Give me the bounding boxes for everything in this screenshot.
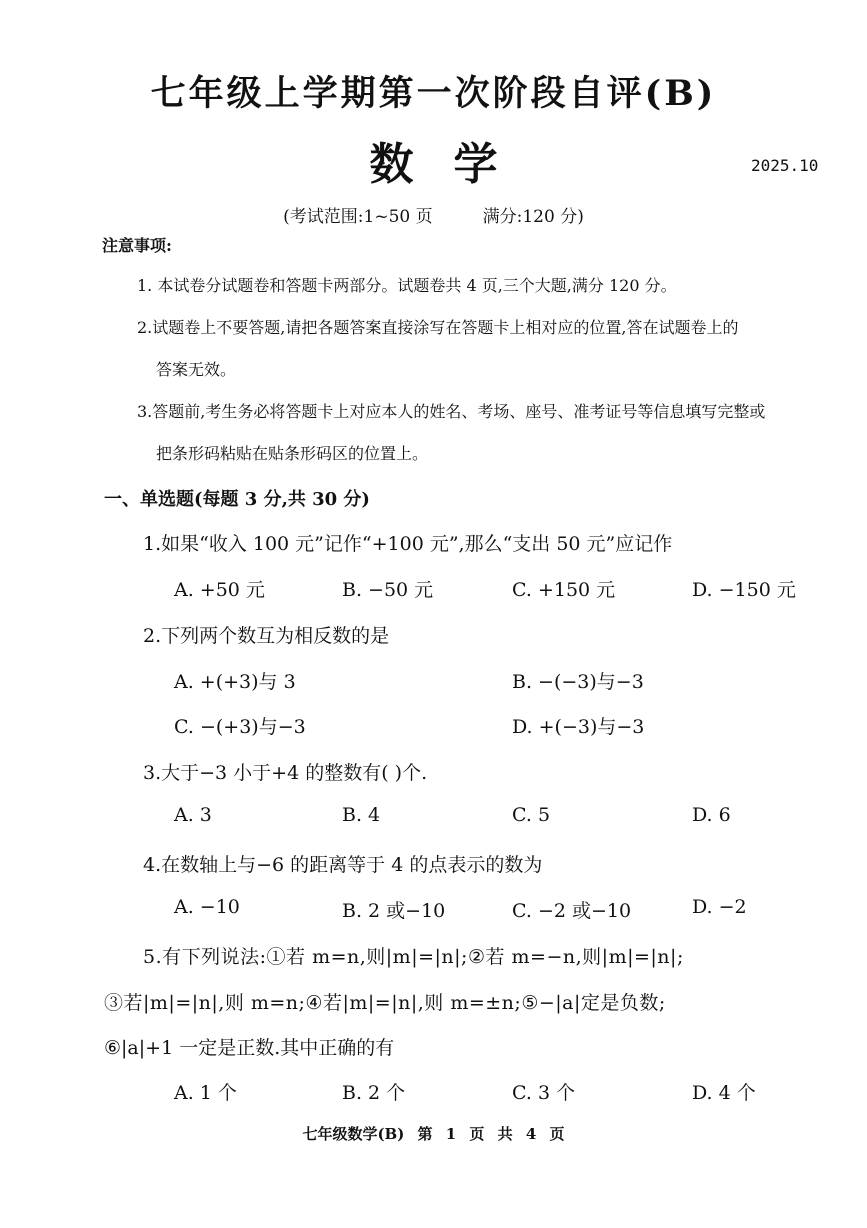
notice-item-2-cont: 答案无效。 [156,360,237,379]
notice-heading: 注意事项: [102,236,172,255]
q5-option-d: D. 4 个 [692,1082,756,1104]
q1-option-c: C. +150 元 [512,579,616,601]
question-2-stem: 2.下列两个数互为相反数的是 [143,625,390,647]
exam-scope [0,202,867,227]
q1-option-b: B. −50 元 [342,579,434,601]
question-5-stem-line-3: ⑥|a|+1 一定是正数.其中正确的有 [104,1037,395,1059]
question-5-stem-line-2: ③若|m|=|n|,则 m=n;④若|m|=|n|,则 m=±n;⑤−|a|定是负数; [104,992,666,1014]
scope-range: (考试范围:1~50 页 [283,207,433,227]
q3-option-c: C. 5 [512,804,551,826]
q1-option-d: D. −150 元 [692,579,796,601]
q3-option-b: B. 4 [342,804,381,826]
q5-option-b: B. 2 个 [342,1082,406,1104]
notice-item-3: 3.答题前,考生务必将答题卡上对应本人的姓名、考场、座号、准考证号等信息填写完整或 [137,402,766,421]
subject-title: 数学 [369,139,538,190]
q4-option-b: B. 2 或−10 [342,900,446,922]
page-footer: 七年级数学(B) 第 1 页 共 4 页 [302,1125,565,1143]
section-heading: 一、单选题(每题 3 分,共 30 分) [104,489,370,510]
question-5-stem-line-1: 5.有下列说法:①若 m=n,则|m|=|n|;②若 m=−n,则|m|=|n|; [143,946,684,968]
q3-option-d: D. 6 [692,804,731,826]
full-score: 满分:120 分) [482,207,584,227]
q2-option-c: C. −(+3)与−3 [174,716,306,738]
q2-option-b: B. −(−3)与−3 [512,671,644,693]
q5-option-a: A. 1 个 [174,1082,237,1104]
notice-item-1: 1. 本试卷分试题卷和答题卡两部分。试题卷共 4 页,三个大题,满分 120 分。 [137,276,677,295]
question-4-stem: 4.在数轴上与−6 的距离等于 4 的点表示的数为 [143,854,543,876]
exam-date: 2025.10 [751,156,819,175]
notice-item-3-cont: 把条形码粘贴在贴条形码区的位置上。 [156,444,429,463]
q4-option-a: A. −10 [174,896,240,918]
q3-option-a: A. 3 [174,804,212,826]
q4-option-c: C. −2 或−10 [512,900,632,922]
q2-option-a: A. +(+3)与 3 [174,671,296,693]
question-3-stem: 3.大于−3 小于+4 的整数有( )个. [143,762,428,784]
notice-item-2: 2.试题卷上不要答题,请把各题答案直接涂写在答题卡上相对应的位置,答在试题卷上的 [137,318,739,337]
exam-title: 七年级上学期第一次阶段自评(B) [150,73,717,114]
question-1-stem: 1.如果“收入 100 元”记作“+100 元”,那么“支出 50 元”应记作 [143,533,673,555]
q1-option-a: A. +50 元 [174,579,265,601]
q2-option-d: D. +(−3)与−3 [512,716,645,738]
q4-option-d: D. −2 [692,896,747,918]
q5-option-c: C. 3 个 [512,1082,576,1104]
